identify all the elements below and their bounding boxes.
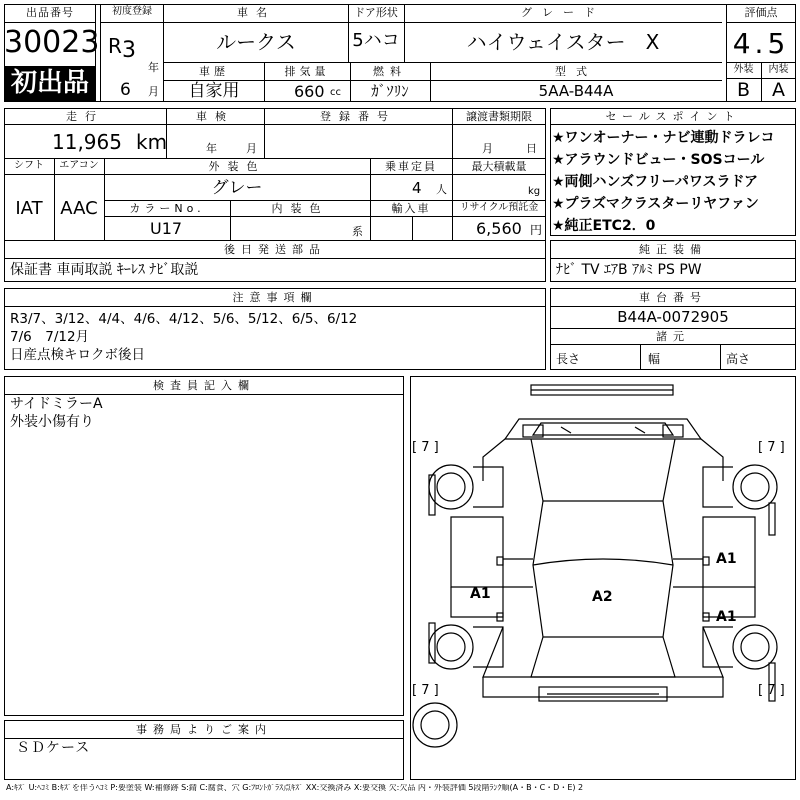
caution-label: 注意事項欄 xyxy=(232,291,318,304)
ac: AAC xyxy=(60,198,98,219)
registration-month: 6 xyxy=(120,80,131,100)
model-label: 型式 xyxy=(555,65,597,78)
first-listing-badge: 初出品 xyxy=(5,66,95,101)
car-name-label: 車名 xyxy=(237,6,275,19)
standard-equipment: ﾅﾋﾞ TV ｴｱB ｱﾙﾐ PS PW xyxy=(556,262,702,278)
month-unit: 月 xyxy=(148,85,159,98)
score-label: 評価点 xyxy=(744,6,778,19)
lot-number-label: 出品番号 xyxy=(26,6,74,19)
later-parts-label: 後日発送部品 xyxy=(224,243,326,256)
era-prefix: R xyxy=(108,34,122,58)
transfer-day-unit: 日 xyxy=(526,142,537,155)
specs-label: 諸元 xyxy=(656,330,690,343)
exterior-label: 外装 xyxy=(733,64,754,75)
ac-label: エアコン xyxy=(59,160,99,171)
color-number-label: カラーNo. xyxy=(129,202,205,215)
car-body-diagram xyxy=(411,377,795,779)
sales-point-item: ★ワンオーナー・ナビ連動ドラレコ xyxy=(552,130,775,146)
exterior-grade: B xyxy=(736,79,751,101)
inspection-label: 車検 xyxy=(196,110,234,123)
registration-number-label: 登録番号 xyxy=(320,110,396,123)
damage-bracket: [ 7 ] xyxy=(412,440,439,455)
later-parts: 保証書 車両取説 ｷｰﾚｽ ﾅﾋﾞ取説 xyxy=(10,262,199,278)
capacity-unit: 人 xyxy=(436,183,447,196)
import-car-label: 輸入車 xyxy=(391,202,431,215)
damage-bracket: [ 7 ] xyxy=(412,683,439,698)
sales-points-label: セールスポイント xyxy=(605,110,741,123)
sales-point-item: ★純正ETC2．0 xyxy=(552,218,656,234)
damage-mark: A1 xyxy=(716,609,737,625)
chassis-number: B44A-0072905 xyxy=(617,308,729,326)
mileage: 11,965 xyxy=(52,130,122,154)
displacement-unit: cc xyxy=(330,87,341,98)
office-notice: ＳＤケース xyxy=(16,740,91,756)
history: 自家用 xyxy=(188,81,240,101)
fuel: ｶﾞｿﾘﾝ xyxy=(371,82,409,100)
capacity-label: 乗車定員 xyxy=(385,160,437,173)
damage-mark: A1 xyxy=(470,586,491,602)
caution-line: 7/6 7/12月 xyxy=(10,329,90,345)
interior-label: 内装 xyxy=(768,64,789,75)
shift-label: シフト xyxy=(14,160,44,171)
sales-point-item: ★アラウンドビュー・SOSコール xyxy=(552,152,765,168)
length-label: 長さ xyxy=(556,352,581,366)
grade: ハイウェイスター X xyxy=(466,30,660,54)
sales-point-item: ★プラズマクラスターリヤファン xyxy=(552,196,759,212)
inspection-year-unit: 年 xyxy=(206,142,217,155)
chassis-number-label: 車台番号 xyxy=(639,291,707,304)
door-type: 5ハコ xyxy=(352,30,400,51)
color-number: U17 xyxy=(150,219,183,238)
registration-year: 3 xyxy=(122,38,136,63)
recycle-fee: 6,560 xyxy=(476,219,522,238)
history-label: 車歴 xyxy=(199,65,229,78)
interior-grade: A xyxy=(772,79,785,101)
office-notice-label: 事務局よりご案内 xyxy=(136,723,272,736)
fuel-label: 燃料 xyxy=(373,65,407,78)
max-load-label: 最大積載量 xyxy=(471,160,527,173)
displacement: 660 xyxy=(294,82,325,101)
standard-equipment-label: 純正装備 xyxy=(639,243,707,256)
damage-bracket: [ 7 ] xyxy=(758,440,785,455)
model-code: 5AA-B44A xyxy=(538,82,614,100)
damage-bracket: [ 7 ] xyxy=(758,683,785,698)
legend-text: A:ｷｽﾞ U:ﾍｺﾐ B:ｷｽﾞを伴うﾍｺﾐ P:要塗装 W:補修跡 S:錆 C:腐食、穴 G:ﾌﾛﾝﾄｶﾞﾗｽ点ｷｽﾞ XX:交換済み X:要交換 欠:欠品 内・外装評価 5段階ﾗﾝｸ順(A・B・C・D・E) 2 xyxy=(6,784,584,792)
inspection-month-unit: 月 xyxy=(246,142,257,155)
car-name: ルークス xyxy=(216,30,296,54)
lot-number: 30023 xyxy=(4,25,100,60)
mileage-label: 走行 xyxy=(66,110,104,123)
recycle-fee-label: リサイクル預託金 xyxy=(459,202,539,213)
shift: IAT xyxy=(15,198,43,219)
inspector-note: サイドミラーA xyxy=(10,396,103,412)
interior-color-label: 内装色 xyxy=(271,202,329,215)
transfer-deadline-label: 譲渡書類期限 xyxy=(466,110,532,123)
sales-point-item: ★両側ハンズフリーパワスラドア xyxy=(552,174,759,190)
mileage-unit: km xyxy=(136,130,168,154)
max-load-unit: kg xyxy=(528,186,541,197)
width-label: 幅 xyxy=(648,352,661,366)
exterior-color-label: 外装色 xyxy=(208,160,266,173)
interior-color-unit: 系 xyxy=(352,225,363,238)
score: 4.5 xyxy=(732,27,790,60)
inspector-notes-label: 検査員記入欄 xyxy=(153,379,255,392)
door-type-label: ドア形状 xyxy=(354,6,398,19)
displacement-label: 排気量 xyxy=(284,65,330,78)
inspector-note: 外装小傷有り xyxy=(10,414,94,430)
transfer-month-unit: 月 xyxy=(482,142,493,155)
exterior-color: グレー xyxy=(211,178,263,198)
first-registration-label: 初度登録 xyxy=(112,6,152,17)
recycle-fee-unit: 円 xyxy=(530,223,543,237)
caution-line: R3/7、3/12、4/4、4/6、4/12、5/6、5/12、6/5、6/12 xyxy=(10,311,358,327)
damage-mark: A2 xyxy=(592,589,613,605)
year-unit: 年 xyxy=(148,61,159,74)
grade-label: グレード xyxy=(521,6,605,19)
sales-points-block xyxy=(550,108,796,236)
capacity: 4 xyxy=(412,179,422,197)
height-label: 高さ xyxy=(726,352,751,366)
caution-line: 日産点検キロクボ後日 xyxy=(10,347,145,363)
damage-mark: A1 xyxy=(716,551,737,567)
